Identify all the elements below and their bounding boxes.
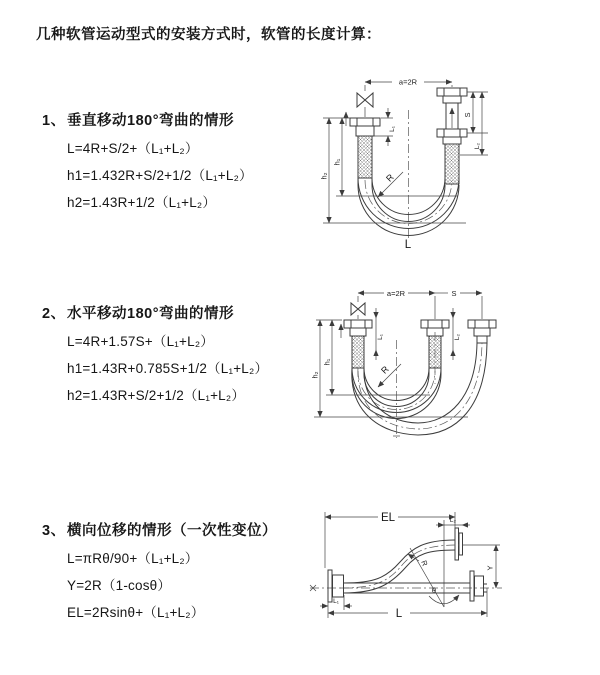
fitting-left xyxy=(346,112,380,178)
dim-label-l2: L₂ xyxy=(454,333,461,341)
dim-h2 xyxy=(311,320,469,417)
dim-label-r: R xyxy=(384,172,396,184)
section-3 xyxy=(42,519,277,620)
dim-l1 xyxy=(320,595,352,610)
section-1 xyxy=(42,109,253,210)
dim-l1 xyxy=(376,308,384,360)
fitting-right xyxy=(437,88,467,184)
dim-radius xyxy=(378,364,401,387)
section-3-heading: 横向位移的情形（一次性变位） xyxy=(67,523,277,539)
section-2-number: 2、 xyxy=(42,306,66,322)
diagram-vertical-180-bend xyxy=(308,66,598,261)
braided-hose-section xyxy=(352,336,364,368)
dim-label-r: R xyxy=(419,559,430,568)
dim-label-total-length: L xyxy=(404,239,412,251)
section-1-heading: 垂直移动180°弯曲的情形 xyxy=(67,113,234,129)
dim-el xyxy=(325,512,455,568)
dim-radius-angle xyxy=(408,548,459,607)
dim-label-h1: h₁ xyxy=(332,158,342,166)
dim-label-theta: θ xyxy=(431,586,437,595)
formula: h1=1.432R+S/2+1/2（L₁+L₂） xyxy=(67,168,253,183)
dim-label-total-length: L xyxy=(395,608,403,620)
dim-label-el: EL xyxy=(380,512,396,524)
section-2-heading: 水平移动180°弯曲的情形 xyxy=(67,306,234,322)
dim-label-h2: h₂ xyxy=(319,172,329,180)
dim-label-a2r: a=2R xyxy=(398,77,418,87)
dim-label-r: R xyxy=(379,364,391,376)
dim-label-h1: h₁ xyxy=(322,358,332,366)
formula: h1=1.43R+0.785S+1/2（L₁+L₂） xyxy=(67,361,269,376)
diagram-lateral-displacement xyxy=(298,498,600,650)
formula: EL=2Rsinθ+（L₁+L₂） xyxy=(67,605,205,620)
flange-top-right xyxy=(455,528,500,560)
section-2 xyxy=(42,302,268,403)
dim-label-h2: h₂ xyxy=(310,371,320,379)
dim-label-l2: L₂ xyxy=(449,517,457,524)
formula: L=4R+S/2+（L₁+L₂） xyxy=(67,141,199,156)
dim-a-2r xyxy=(365,78,452,92)
dim-label-l1: L₁ xyxy=(377,334,384,340)
dim-s xyxy=(463,92,488,133)
hose-s-curve xyxy=(340,540,459,593)
braided-hose-section xyxy=(358,136,372,178)
formula: h2=1.43R+S/2+1/2（L₁+L₂） xyxy=(67,388,246,403)
section-1-number: 1、 xyxy=(42,113,66,129)
fitting-left xyxy=(341,320,372,368)
formula: L=πRθ/90+（L₁+L₂） xyxy=(67,551,199,566)
braided-hose-section xyxy=(445,144,459,184)
formula: L=4R+1.57S+（L₁+L₂） xyxy=(67,334,214,349)
dim-label-a2r: a=2R xyxy=(386,289,406,298)
diagram-horizontal-180-bend xyxy=(308,280,598,458)
dim-y xyxy=(486,545,497,588)
dim-l1 xyxy=(374,108,396,146)
formula: h2=1.43R+1/2（L₁+L₂） xyxy=(67,195,217,210)
dim-radius xyxy=(378,172,403,197)
dim-label-l1: L₁ xyxy=(333,598,339,605)
dim-l2 xyxy=(453,308,461,360)
dim-a-2r xyxy=(358,289,435,298)
flange-bottom-right xyxy=(470,571,487,601)
fitting-right xyxy=(468,320,496,343)
dim-h1 xyxy=(316,320,430,395)
dim-label-y: Y xyxy=(485,565,495,571)
page-title: 几种软管运动型式的安装方式时，软管的长度计算： xyxy=(36,27,381,43)
section-3-number: 3、 xyxy=(42,523,66,539)
dim-l2 xyxy=(460,92,488,155)
dim-s xyxy=(435,289,482,298)
valve-icon xyxy=(351,303,365,319)
dim-label-s: S xyxy=(463,112,472,118)
dim-label-l2: L₂ xyxy=(474,142,481,150)
formula: Y=2R（1-cosθ） xyxy=(67,578,172,593)
dim-label-l1: L₁ xyxy=(389,126,396,132)
valve-icon xyxy=(357,93,373,117)
dim-label-s: S xyxy=(451,289,457,298)
